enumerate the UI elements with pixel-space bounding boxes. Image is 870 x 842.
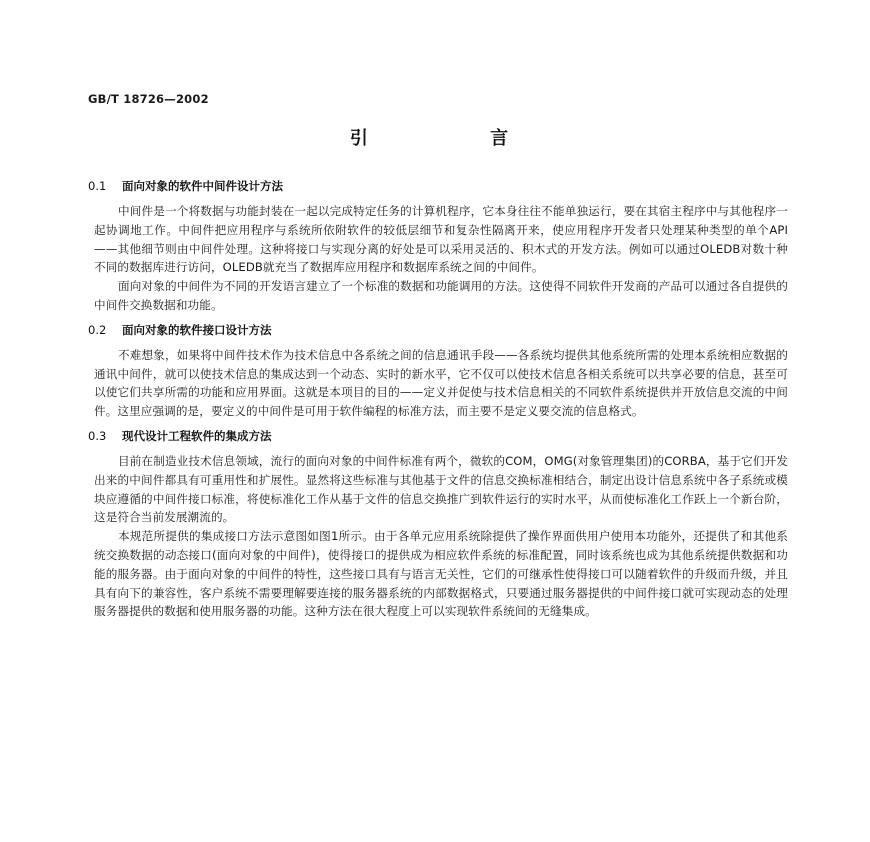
section-title: 现代设计工程软件的集成方法 [122,428,272,443]
paragraph: 中间件是一个将数据与功能封装在一起以完成特定任务的计算机程序，它本身往往不能单独运行，要在其宿主程序中与其他程序一起协调地工作。中间件把应用程序与系统所依附软件的较低层细节和复杂性隔离开来，使应用程序开发者只处理某种类型的单个API——其他细节则由中间件处理。这种将接口与实现分离的好处是可以采用灵活的、积木式的开发方法。例如可以通过OLEDB对数十种不同的数据库进行访问，OLEDB就充当了数据库应用程序和数据库系统之间的中间件。 [94,204,788,275]
section-heading [88,428,788,444]
section-0-2 [88,322,788,421]
paragraph: 面向对象的中间件为不同的开发语言建立了一个标准的数据和功能调用的方法。这使得不同软件开发商的产品可以通过各自提供的中间件交换数据和功能。 [94,279,788,312]
page-title: 引 言 [349,128,567,149]
section-heading [88,178,788,194]
section-number: 0.1 [88,179,107,193]
section-0-1 [88,178,788,315]
section-number: 0.3 [88,428,107,443]
paragraph: 不难想象，如果将中间件技术作为技术信息中各系统之间的信息通讯手段——各系统均提供其他系统所需的处理本系统相应数据的通讯中间件，就可以使技术信息的集成达到一个动态、实时的新水平，它不仅可以使技术信息各相关系统可以共享必要的信息，甚至可以使它们共享所需的功能和应用界面。这就是本项目的目的——定义并促使与技术信息相关的不同软件系统提供并开放信息交流的中间件。这里应强调的是，要定义的中间件是可用于软件编程的标准方法，而主要不是定义要交流的信息格式。 [94,347,788,419]
paragraph: 目前在制造业技术信息领域，流行的面向对象的中间件标准有两个，微软的COM，OMG(对象管理集团)的CORBA，基于它们开发出来的中间件都具有可重用性和扩展性。显然将这些标准与其他基于文件的信息交换标准相结合，制定出设计信息系统中各子系统或模块应遵循的中间件接口标准，将使标准化工作从基于文件的信息交换推广到软件运行的实时水平，从而使标准化工作跃上一个新台阶，这是符合当前发展潮流的。 [94,453,788,525]
section-number: 0.2 [88,322,107,337]
section-title: 面向对象的软件接口设计方法 [122,322,272,337]
paragraph: 本规范所提供的集成接口方法示意图如图1所示。由于各单元应用系统除提供了操作界面供用户使用本功能外，还提供了和其他系统交换数据的动态接口(面向对象的中间件)，使得接口的提供成为相应软件系统的标准配置，同时该系统也成为其他系统提供数据和功能的服务器。由于面向对象的中间件的特性，这些接口具有与语言无关性，它们的可继承性使得接口可以随着软件的升级而升级，并且具有向下的兼容性，客户系统不需要理解要连接的服务器系统的内部数据格式，只要通过服务器提供的中间件接口就可实现动态的处理服务器提供的数据和使用服务器的功能。这种方法在很大程度上可以实现软件系统间的无缝集成。 [94,529,788,619]
document-body [88,178,788,621]
section-title: 面向对象的软件中间件设计方法 [122,179,283,193]
standard-code: GB/T 18726—2002 [88,92,209,106]
section-0-3 [88,428,788,621]
section-heading [88,322,788,338]
